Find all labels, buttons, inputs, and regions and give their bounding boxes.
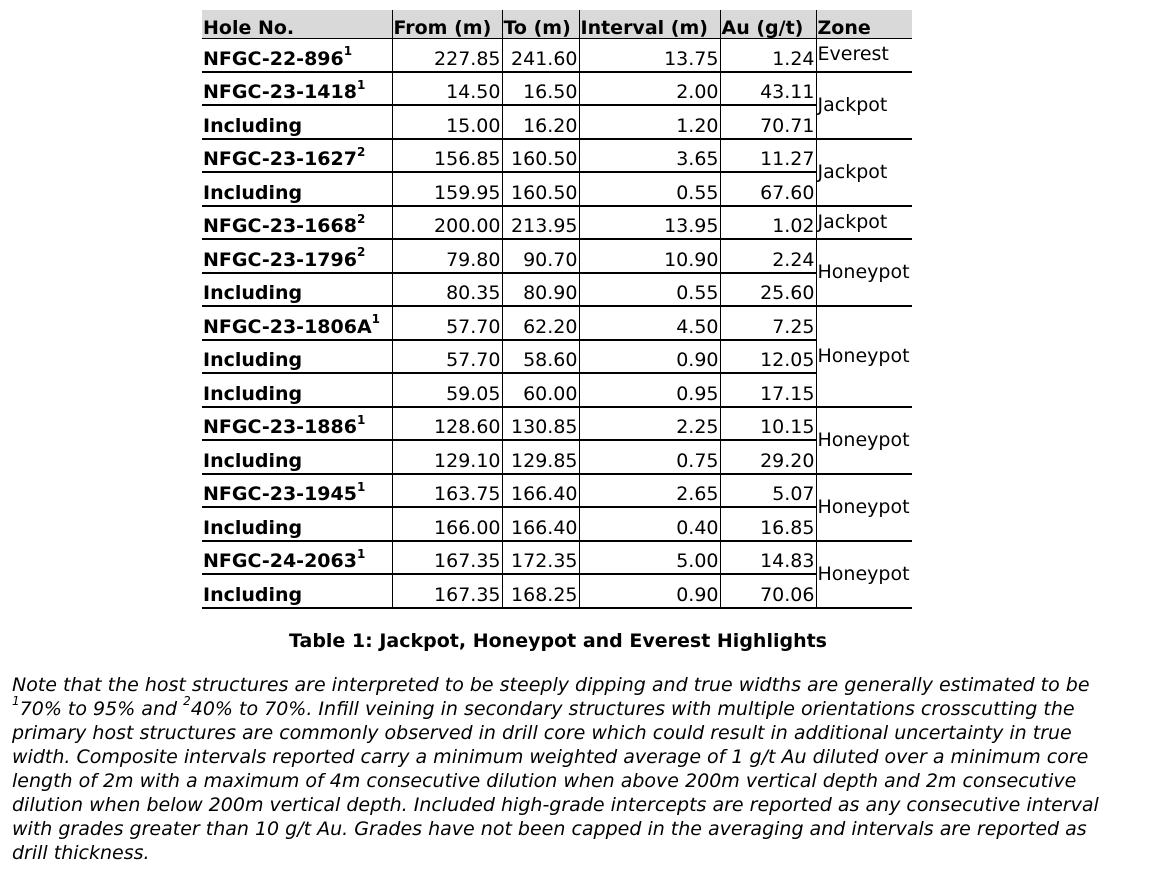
cell-from: 227.85 (392, 38, 502, 72)
cell-interval: 0.55 (579, 273, 720, 307)
cell-interval: 10.90 (579, 239, 720, 273)
cell-interval: 13.75 (579, 38, 720, 72)
table-row (202, 172, 912, 206)
cell-to: 60.00 (502, 373, 579, 407)
hole-id: NFGC-24-2063 (203, 550, 357, 572)
hole-footnote-marker: 2 (356, 211, 366, 226)
cell-from: 57.70 (392, 340, 502, 374)
hole-footnote-marker: 2 (356, 144, 366, 159)
cell-to: 130.85 (502, 407, 579, 441)
table-row (202, 507, 912, 541)
cell-zone: Honeypot (816, 474, 912, 541)
hole-footnote-marker: 1 (356, 546, 366, 561)
cell-au: 70.71 (720, 105, 816, 139)
table-row (202, 206, 912, 240)
cell-from: 80.35 (392, 273, 502, 307)
hole-id: Including (203, 449, 303, 472)
cell-from: 129.10 (392, 440, 502, 474)
cell-to: 213.95 (502, 206, 579, 240)
cell-interval: 3.65 (579, 139, 720, 173)
hole-id: NFGC-23-1418 (203, 81, 357, 103)
table-row (202, 541, 912, 575)
hole-id: Including (203, 349, 303, 371)
hole-footnote-marker: 1 (356, 77, 366, 92)
hole-footnote-marker: 2 (356, 245, 366, 260)
cell-from: 14.50 (392, 72, 502, 106)
cell-au: 14.83 (720, 541, 816, 575)
cell-hole-no (202, 474, 392, 508)
hole-footnote-marker: 1 (356, 479, 366, 494)
cell-hole-no (202, 139, 392, 173)
cell-to: 62.20 (502, 306, 579, 340)
cell-to: 129.85 (502, 440, 579, 474)
cell-from: 57.70 (392, 306, 502, 340)
cell-au: 43.11 (720, 72, 816, 106)
table-row (202, 139, 912, 173)
table-row (202, 340, 912, 374)
cell-to: 168.25 (502, 574, 579, 608)
cell-hole-no (202, 239, 392, 273)
cell-from: 159.95 (392, 172, 502, 206)
hole-id: Including (203, 114, 303, 137)
cell-interval: 0.90 (579, 340, 720, 374)
cell-au: 1.02 (720, 206, 816, 240)
cell-interval: 0.95 (579, 373, 720, 407)
cell-zone: Honeypot (816, 306, 912, 407)
hole-id: Including (203, 382, 303, 405)
cell-zone: Honeypot (816, 407, 912, 474)
cell-hole-no (202, 373, 392, 407)
hole-id: Including (203, 282, 303, 304)
cell-hole-no (202, 340, 392, 374)
cell-hole-no (202, 172, 392, 206)
table-row (202, 72, 912, 106)
table-row (202, 574, 912, 608)
table-header-row (202, 10, 912, 38)
hole-id: NFGC-23-1945 (203, 483, 357, 505)
hole-id: Including (203, 181, 303, 204)
hole-id: NFGC-23-1627 (203, 148, 357, 170)
cell-interval: 4.50 (579, 306, 720, 340)
cell-zone: Jackpot (816, 139, 912, 206)
cell-to: 166.40 (502, 474, 579, 508)
cell-hole-no (202, 105, 392, 139)
hole-footnote-marker: 1 (356, 412, 366, 427)
cell-au: 5.07 (720, 474, 816, 508)
cell-au: 67.60 (720, 172, 816, 206)
footnote-part-1: Note that the host structures are interpreted to be steeply dipping and true widths are generally estimated to be (12, 674, 1090, 696)
header-au: Au (g/t) (720, 10, 816, 38)
table-caption: Table 1: Jackpot, Honeypot and Everest Highlights (288, 630, 827, 652)
header-from: From (m) (392, 10, 502, 38)
header-zone: Zone (816, 10, 912, 38)
cell-hole-no (202, 574, 392, 608)
table-row (202, 239, 912, 273)
cell-from: 167.35 (392, 574, 502, 608)
cell-to: 80.90 (502, 273, 579, 307)
cell-zone: Jackpot (816, 206, 912, 240)
footnote-superscript-1: 1 (12, 693, 20, 708)
table-row (202, 38, 912, 72)
cell-to: 16.20 (502, 105, 579, 139)
table-row (202, 407, 912, 441)
cell-interval: 0.75 (579, 440, 720, 474)
cell-from: 163.75 (392, 474, 502, 508)
cell-au: 2.24 (720, 239, 816, 273)
cell-hole-no (202, 273, 392, 307)
cell-hole-no (202, 440, 392, 474)
cell-from: 15.00 (392, 105, 502, 139)
footnote-part-2: 70% to 95% and (19, 698, 184, 720)
cell-to: 16.50 (502, 72, 579, 106)
cell-au: 17.15 (720, 373, 816, 407)
cell-interval: 5.00 (579, 541, 720, 575)
hole-footnote-marker: 1 (371, 312, 381, 327)
hole-id: NFGC-23-1806A (203, 315, 372, 338)
cell-from: 200.00 (392, 206, 502, 240)
hole-id: Including (203, 516, 303, 539)
table-body (202, 38, 912, 608)
header-hole-no: Hole No. (202, 10, 392, 38)
hole-id: NFGC-23-1796 (203, 248, 357, 271)
cell-au: 10.15 (720, 407, 816, 441)
table-row (202, 373, 912, 407)
cell-zone: Honeypot (816, 541, 912, 608)
cell-to: 58.60 (502, 340, 579, 374)
cell-interval: 2.00 (579, 72, 720, 106)
table-row (202, 273, 912, 307)
header-to: To (m) (502, 10, 579, 38)
cell-hole-no (202, 206, 392, 240)
cell-interval: 2.25 (579, 407, 720, 441)
cell-au: 11.27 (720, 139, 816, 173)
cell-au: 70.06 (720, 574, 816, 608)
cell-au: 25.60 (720, 273, 816, 307)
cell-au: 29.20 (720, 440, 816, 474)
cell-to: 241.60 (502, 38, 579, 72)
cell-from: 128.60 (392, 407, 502, 441)
cell-from: 79.80 (392, 239, 502, 273)
cell-to: 160.50 (502, 172, 579, 206)
hole-id: Including (203, 583, 303, 606)
cell-zone: Honeypot (816, 239, 912, 306)
table-row (202, 440, 912, 474)
cell-hole-no (202, 38, 392, 72)
cell-hole-no (202, 541, 392, 575)
cell-hole-no (202, 72, 392, 106)
footnote-text (12, 673, 1122, 865)
cell-to: 172.35 (502, 541, 579, 575)
cell-au: 7.25 (720, 306, 816, 340)
hole-id: NFGC-23-1668 (203, 215, 357, 237)
cell-interval: 0.40 (579, 507, 720, 541)
cell-au: 12.05 (720, 340, 816, 374)
cell-au: 1.24 (720, 38, 816, 72)
table-row (202, 474, 912, 508)
hole-id: NFGC-22-896 (203, 47, 344, 70)
cell-zone: Everest (816, 38, 912, 72)
footnote-superscript-2: 2 (183, 693, 191, 708)
cell-interval: 1.20 (579, 105, 720, 139)
cell-to: 166.40 (502, 507, 579, 541)
cell-interval: 0.55 (579, 172, 720, 206)
cell-from: 59.05 (392, 373, 502, 407)
hole-id: NFGC-23-1886 (203, 416, 357, 438)
drill-results-table (202, 10, 912, 609)
cell-zone: Jackpot (816, 72, 912, 139)
cell-hole-no (202, 507, 392, 541)
header-interval: Interval (m) (579, 10, 720, 38)
hole-footnote-marker: 1 (343, 44, 353, 59)
cell-hole-no (202, 407, 392, 441)
table-row (202, 306, 912, 340)
footnote-part-3: 40% to 70%. Infill veining in secondary structures with multiple orientations crosscutting the primary host structures are commonly observed in drill core which could result in additional uncertainty in true width. Composite intervals reported carry a minimum weighted average of 1 g/t Au diluted over a minimum core length of 2m with a maximum of 4m consecutive dilution when above 200m vertical depth and 2m consecutive dilution when below 200m vertical depth. Included high-grade intercepts are reported as any consecutive interval with grades greater than 10 g/t Au. Grades have not been capped in the averaging and intervals are reported as drill thickness. (12, 698, 1099, 864)
cell-interval: 0.90 (579, 574, 720, 608)
cell-to: 90.70 (502, 239, 579, 273)
cell-to: 160.50 (502, 139, 579, 173)
cell-interval: 13.95 (579, 206, 720, 240)
cell-hole-no (202, 306, 392, 340)
cell-au: 16.85 (720, 507, 816, 541)
table-row (202, 105, 912, 139)
cell-from: 166.00 (392, 507, 502, 541)
cell-from: 167.35 (392, 541, 502, 575)
cell-interval: 2.65 (579, 474, 720, 508)
cell-from: 156.85 (392, 139, 502, 173)
